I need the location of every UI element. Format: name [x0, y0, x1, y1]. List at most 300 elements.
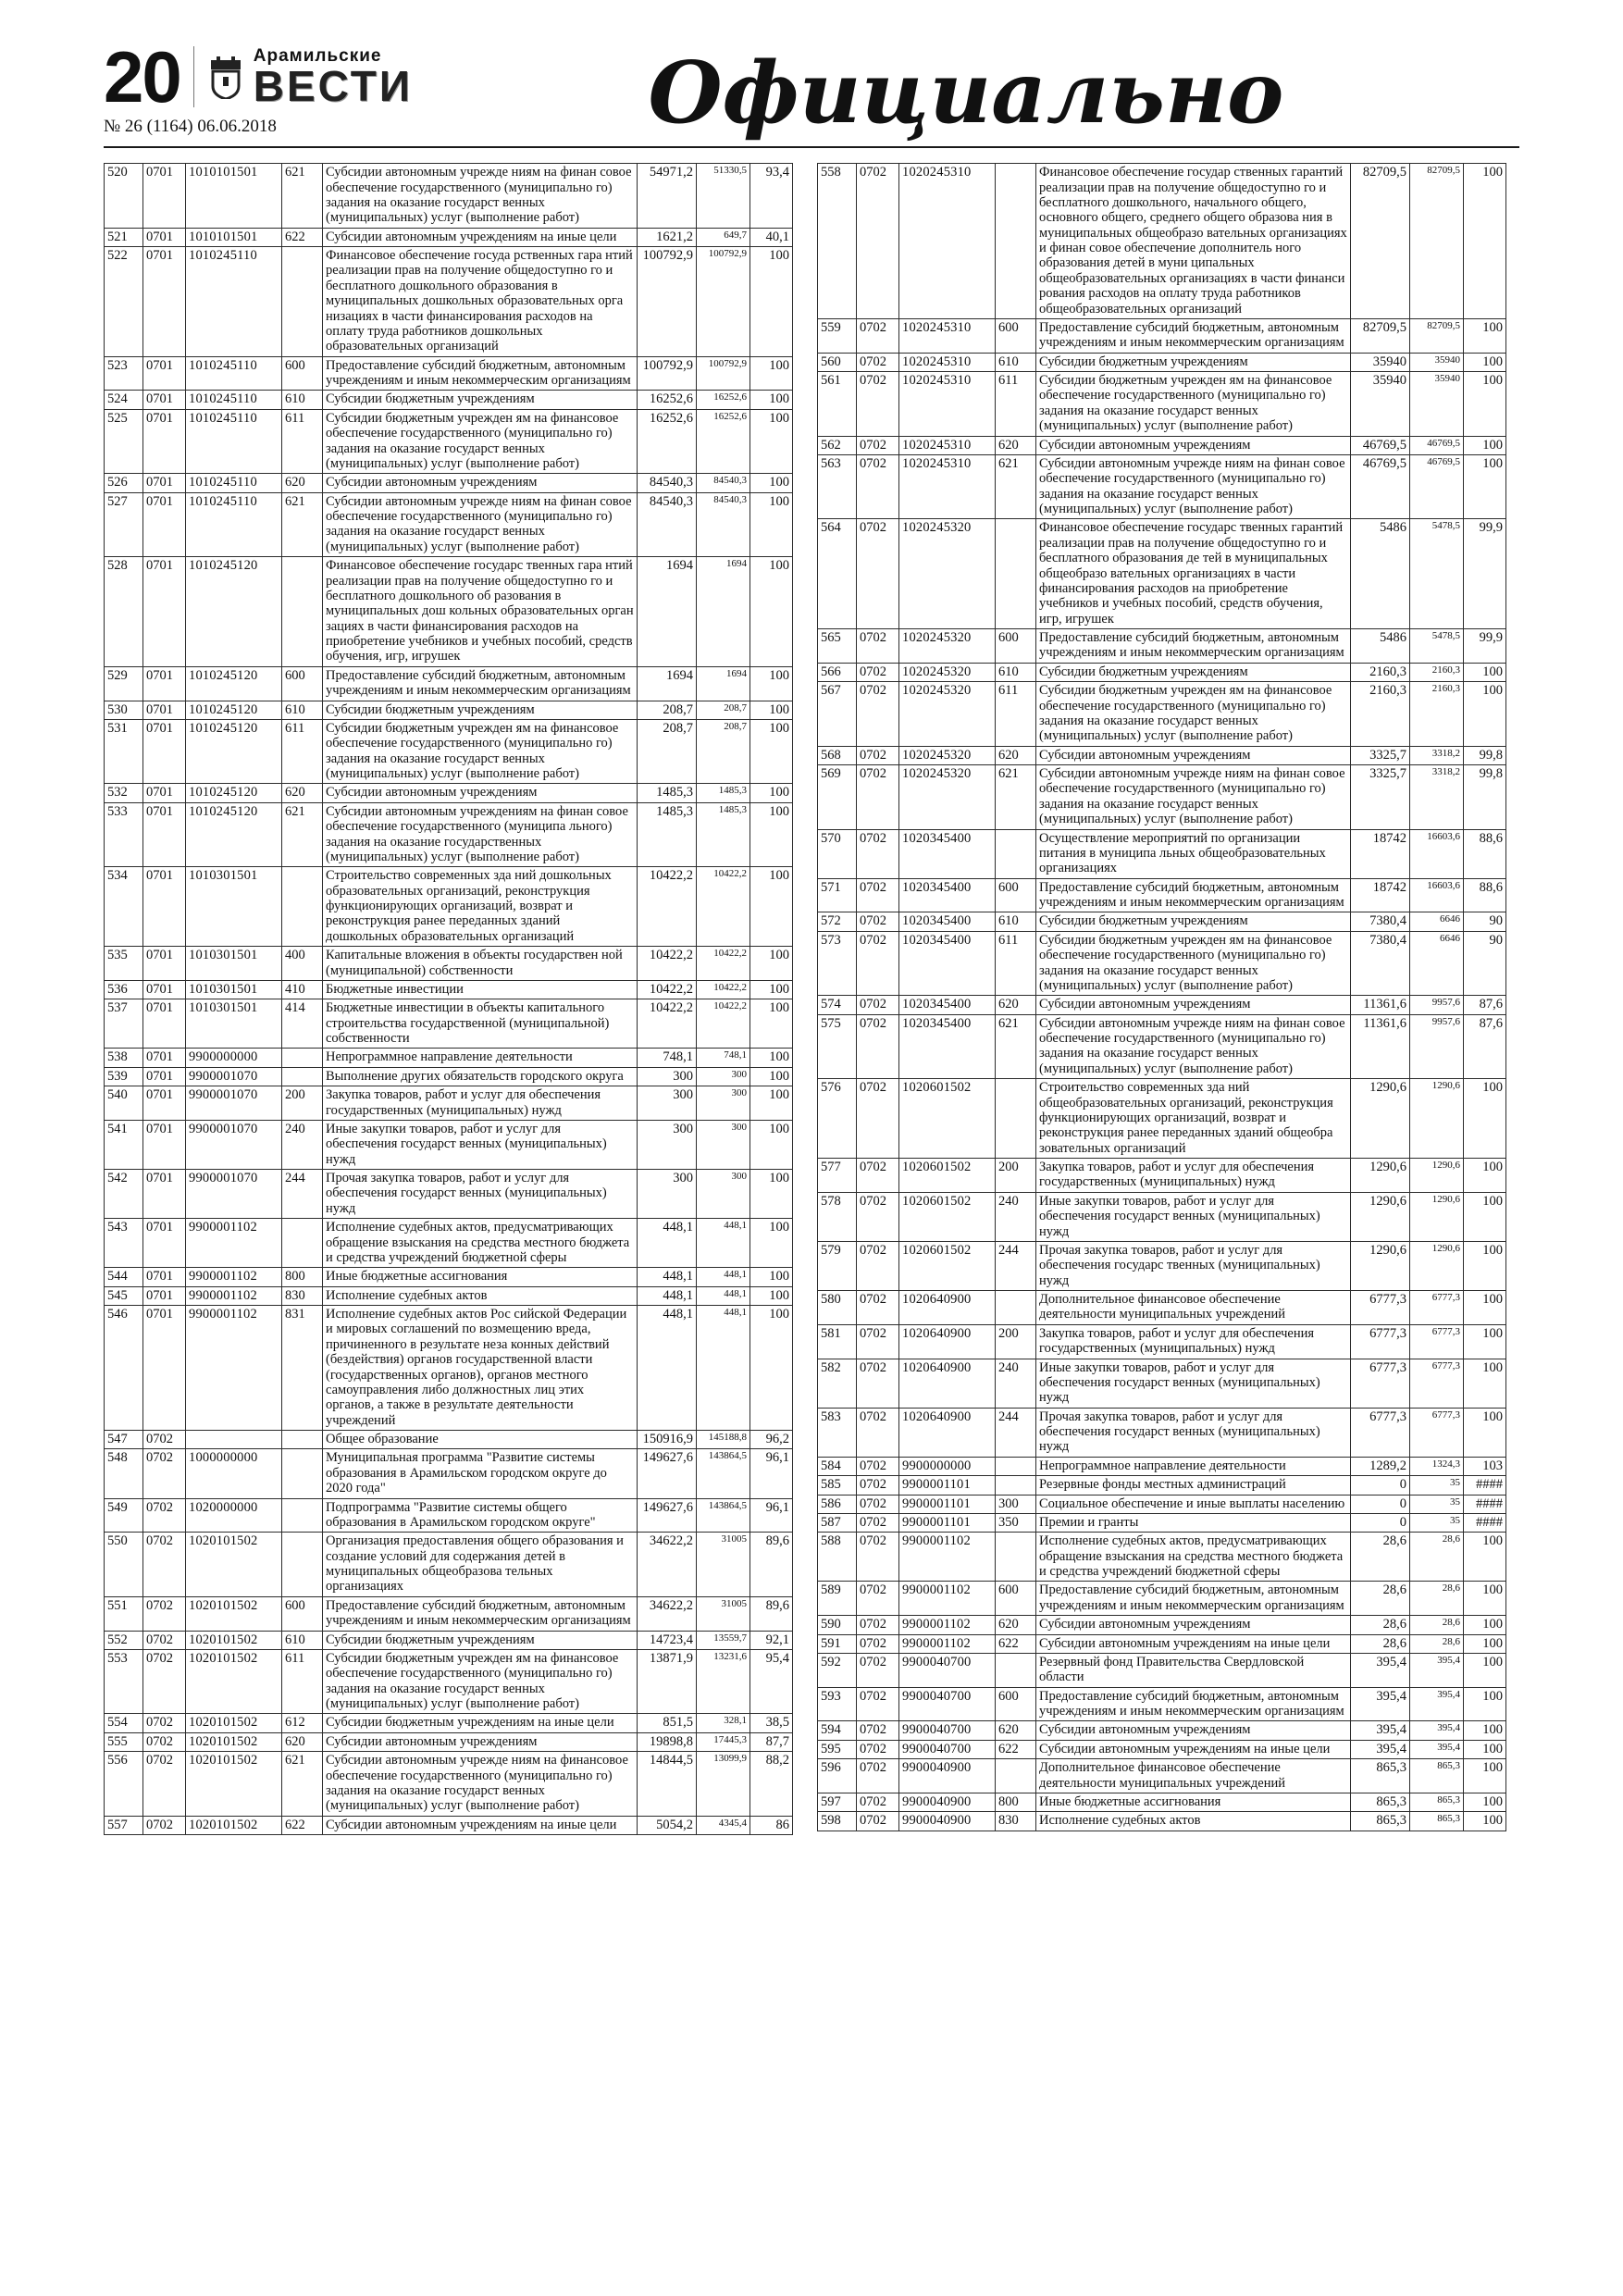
line-description: Финансовое обеспечение государс твенных гара нтий реализации прав на получение общедоступно го и бесплатного дошкольного об разования в муниципальных дош кольных образовательных орган зациях в части финансирования расходов на приобретение учебников и учебных пособий, средств обучения, игр, игрушек — [323, 557, 638, 667]
amount-actual: 5478,5 — [1410, 629, 1464, 664]
amount-planned: 0 — [1351, 1495, 1410, 1513]
amount-actual: 13231,6 — [697, 1649, 750, 1714]
percent-executed: 40,1 — [750, 228, 793, 246]
row-number: 576 — [818, 1079, 857, 1159]
row-number: 582 — [818, 1359, 857, 1408]
table-row — [105, 1268, 793, 1286]
section-code: 0702 — [857, 1241, 899, 1290]
table-row — [105, 1449, 793, 1498]
row-number: 596 — [818, 1759, 857, 1793]
section-code: 0701 — [143, 164, 186, 229]
percent-executed: 100 — [1464, 663, 1506, 681]
amount-actual: 395,4 — [1410, 1721, 1464, 1740]
masthead-crest-icon — [207, 55, 244, 99]
amount-planned: 3325,7 — [1351, 765, 1410, 830]
amount-planned: 1290,6 — [1351, 1192, 1410, 1241]
section-code: 0702 — [857, 1616, 899, 1634]
percent-executed: 100 — [750, 1286, 793, 1305]
table-row — [105, 492, 793, 557]
amount-actual: 6777,3 — [1410, 1291, 1464, 1325]
expense-type-code — [282, 1219, 323, 1268]
expense-type-code: 200 — [282, 1086, 323, 1121]
line-description: Субсидии бюджетным учреждениям — [323, 701, 638, 719]
program-code: 1020345400 — [899, 931, 996, 996]
program-code: 1020640900 — [899, 1291, 996, 1325]
section-code: 0702 — [857, 318, 899, 353]
line-description: Социальное обеспечение и иные выплаты населению — [1036, 1495, 1351, 1513]
section-code: 0702 — [143, 1714, 186, 1732]
amount-actual: 1485,3 — [697, 784, 750, 802]
line-description: Предоставление субсидий бюджетным, автономным учреждениям и иным некоммерческим организациям — [1036, 1582, 1351, 1616]
table-row — [818, 436, 1506, 454]
line-description: Осуществление мероприятий по организации питания в муниципа льных общеобразовательных организациях — [1036, 829, 1351, 878]
table-row — [818, 629, 1506, 664]
amount-planned: 300 — [638, 1170, 697, 1219]
section-code: 0702 — [857, 1793, 899, 1811]
percent-executed: 96,2 — [750, 1431, 793, 1449]
expense-type-code: 610 — [996, 912, 1036, 931]
row-number: 557 — [105, 1816, 143, 1834]
percent-executed: 92,1 — [750, 1631, 793, 1649]
table-row — [105, 1498, 793, 1533]
row-number: 593 — [818, 1687, 857, 1721]
amount-planned: 18742 — [1351, 829, 1410, 878]
budget-tables — [104, 163, 1519, 1835]
amount-actual: 6777,3 — [1410, 1408, 1464, 1457]
program-code: 1020601502 — [899, 1159, 996, 1193]
budget-table-right — [817, 163, 1506, 1831]
row-number: 539 — [105, 1067, 143, 1086]
amount-planned: 448,1 — [638, 1306, 697, 1431]
amount-actual: 4345,4 — [697, 1816, 750, 1834]
amount-actual: 100792,9 — [697, 356, 750, 391]
amount-actual: 865,3 — [1410, 1759, 1464, 1793]
percent-executed: 100 — [750, 474, 793, 492]
amount-planned: 35940 — [1351, 372, 1410, 437]
table-row — [105, 947, 793, 981]
expense-type-code — [996, 519, 1036, 629]
expense-type-code: 410 — [282, 980, 323, 999]
amount-actual: 28,6 — [1410, 1616, 1464, 1634]
program-code: 1010245120 — [186, 784, 282, 802]
table-row — [105, 1170, 793, 1219]
program-code: 9900001102 — [899, 1582, 996, 1616]
row-number: 525 — [105, 409, 143, 474]
row-number: 560 — [818, 353, 857, 371]
row-number: 548 — [105, 1449, 143, 1498]
table-row — [105, 867, 793, 947]
percent-executed: 100 — [1464, 1533, 1506, 1582]
section-code: 0702 — [857, 1324, 899, 1359]
expense-type-code — [282, 1498, 323, 1533]
table-row — [105, 719, 793, 784]
section-code: 0701 — [143, 980, 186, 999]
amount-planned: 6777,3 — [1351, 1359, 1410, 1408]
percent-executed: 100 — [1464, 1616, 1506, 1634]
amount-planned: 16252,6 — [638, 391, 697, 409]
section-code: 0701 — [143, 784, 186, 802]
percent-executed: 100 — [1464, 454, 1506, 519]
amount-planned: 82709,5 — [1351, 164, 1410, 319]
line-description: Субсидии автономным учреждениям на иные цели — [1036, 1740, 1351, 1758]
percent-executed: 100 — [1464, 1408, 1506, 1457]
amount-actual: 2160,3 — [1410, 663, 1464, 681]
row-number: 543 — [105, 1219, 143, 1268]
section-code: 0702 — [857, 353, 899, 371]
section-code: 0701 — [143, 1170, 186, 1219]
program-code: 1020245310 — [899, 372, 996, 437]
percent-executed: 100 — [750, 1049, 793, 1067]
amount-planned: 14723,4 — [638, 1631, 697, 1649]
amount-planned: 5486 — [1351, 519, 1410, 629]
expense-type-code: 611 — [996, 682, 1036, 747]
table-row — [818, 1408, 1506, 1457]
table-row — [105, 474, 793, 492]
amount-planned: 34622,2 — [638, 1596, 697, 1631]
percent-executed: 100 — [1464, 1241, 1506, 1290]
amount-actual: 300 — [697, 1170, 750, 1219]
section-code: 0702 — [143, 1631, 186, 1649]
expense-type-code: 414 — [282, 999, 323, 1049]
expense-type-code: 622 — [996, 1634, 1036, 1653]
line-description: Бюджетные инвестиции в объекты капитального строительства государственной (муниципальной) собственности — [323, 999, 638, 1049]
amount-actual: 395,4 — [1410, 1653, 1464, 1687]
percent-executed: 100 — [750, 409, 793, 474]
expense-type-code: 622 — [996, 1740, 1036, 1758]
amount-planned: 0 — [1351, 1476, 1410, 1495]
table-row — [818, 746, 1506, 764]
amount-planned: 100792,9 — [638, 247, 697, 357]
amount-planned: 100792,9 — [638, 356, 697, 391]
section-code: 0702 — [857, 164, 899, 319]
expense-type-code: 240 — [996, 1359, 1036, 1408]
table-row — [105, 1816, 793, 1834]
amount-actual: 865,3 — [1410, 1793, 1464, 1811]
program-code: 9900001070 — [186, 1170, 282, 1219]
table-row — [818, 1014, 1506, 1079]
percent-executed: #### — [1464, 1513, 1506, 1532]
percent-executed: 100 — [1464, 1159, 1506, 1193]
amount-planned: 46769,5 — [1351, 436, 1410, 454]
program-code: 1020101502 — [186, 1631, 282, 1649]
table-row — [105, 1732, 793, 1751]
amount-actual: 6777,3 — [1410, 1324, 1464, 1359]
section-code: 0701 — [143, 1268, 186, 1286]
percent-executed: 100 — [1464, 1582, 1506, 1616]
line-description: Предоставление субсидий бюджетным, автономным учреждениям и иным некоммерческим организациям — [1036, 318, 1351, 353]
amount-actual: 1290,6 — [1410, 1159, 1464, 1193]
line-description: Финансовое обеспечение государс твенных гарантий реализации прав на получение общедоступно го и бесплатного образования де тей в муниципальных общеобразо вательных организациях в части финансирования расходов на приобретение учебников и учебных пособий, средств обучения, игр, игрушек — [1036, 519, 1351, 629]
table-row — [818, 1513, 1506, 1532]
row-number: 547 — [105, 1431, 143, 1449]
table-row — [818, 1457, 1506, 1475]
expense-type-code: 620 — [282, 474, 323, 492]
amount-planned: 3325,7 — [1351, 746, 1410, 764]
section-title: Официально — [648, 43, 1284, 143]
percent-executed: 100 — [1464, 1653, 1506, 1687]
percent-executed: 103 — [1464, 1457, 1506, 1475]
line-description: Иные бюджетные ассигнования — [1036, 1793, 1351, 1811]
line-description: Субсидии автономным учрежде ниям на финан совое обеспечение государственного (муниципально го) задания на оказание государст венных (муниципальных) услуг (выполнение работ) — [323, 164, 638, 229]
row-number: 534 — [105, 867, 143, 947]
section-code: 0702 — [857, 372, 899, 437]
table-row — [818, 1476, 1506, 1495]
percent-executed: 87,7 — [750, 1732, 793, 1751]
program-code: 9900001101 — [899, 1476, 996, 1495]
program-code: 1020101502 — [186, 1649, 282, 1714]
row-number: 579 — [818, 1241, 857, 1290]
table-row — [105, 228, 793, 246]
section-code: 0702 — [857, 1476, 899, 1495]
row-number: 537 — [105, 999, 143, 1049]
line-description: Иные закупки товаров, работ и услуг для обеспечения государст венных (муниципальных) нужд — [323, 1120, 638, 1169]
program-code: 9900040900 — [899, 1793, 996, 1811]
amount-actual: 1694 — [697, 666, 750, 701]
amount-actual: 1324,3 — [1410, 1457, 1464, 1475]
amount-planned: 395,4 — [1351, 1721, 1410, 1740]
program-code: 9900001102 — [899, 1634, 996, 1653]
expense-type-code: 611 — [282, 1649, 323, 1714]
program-code: 1010245120 — [186, 719, 282, 784]
percent-executed: 100 — [750, 557, 793, 667]
program-code: 9900001102 — [899, 1533, 996, 1582]
amount-planned: 84540,3 — [638, 474, 697, 492]
program-code: 1010301501 — [186, 947, 282, 981]
amount-planned: 865,3 — [1351, 1759, 1410, 1793]
line-description: Исполнение судебных актов — [1036, 1812, 1351, 1831]
line-description: Исполнение судебных актов Рос сийской Федерации и мировых соглашений по возмещению вреда, причиненного в результате неза конных действий (бездействия) органов государственной власти (государственных органов), органов местного самоуправления либо должностных лиц этих органов, а также в результате деятельности учреждений — [323, 1306, 638, 1431]
program-code: 9900040700 — [899, 1740, 996, 1758]
table-row — [105, 409, 793, 474]
program-code: 1020245320 — [899, 746, 996, 764]
expense-type-code: 200 — [996, 1324, 1036, 1359]
program-code: 9900001102 — [186, 1306, 282, 1431]
row-number: 588 — [818, 1533, 857, 1582]
percent-executed: 99,9 — [1464, 629, 1506, 664]
amount-actual: 300 — [697, 1120, 750, 1169]
expense-type-code: 611 — [996, 931, 1036, 996]
expense-type-code: 620 — [996, 746, 1036, 764]
row-number: 581 — [818, 1324, 857, 1359]
percent-executed: 100 — [750, 1120, 793, 1169]
table-row — [818, 1812, 1506, 1831]
percent-executed: 100 — [1464, 1687, 1506, 1721]
percent-executed: 100 — [750, 666, 793, 701]
line-description: Резервные фонды местных администраций — [1036, 1476, 1351, 1495]
table-row — [818, 1495, 1506, 1513]
program-code: 9900040900 — [899, 1812, 996, 1831]
line-description: Субсидии автономным учрежде ниям на финан совое обеспечение государственного (муниципально го) задания на оказание государст венных (муниципальных) услуг (выполнение работ) — [1036, 454, 1351, 519]
program-code: 1020245320 — [899, 765, 996, 830]
amount-planned: 6777,3 — [1351, 1291, 1410, 1325]
section-code: 0701 — [143, 409, 186, 474]
brand-block — [104, 36, 413, 137]
percent-executed: #### — [1464, 1476, 1506, 1495]
line-description: Субсидии бюджетным учреждениям на иные цели — [323, 1714, 638, 1732]
program-code: 1020245310 — [899, 318, 996, 353]
section-code: 0702 — [857, 1533, 899, 1582]
row-number: 550 — [105, 1533, 143, 1597]
program-code: 1020601502 — [899, 1192, 996, 1241]
expense-type-code: 612 — [282, 1714, 323, 1732]
percent-executed: 100 — [1464, 1634, 1506, 1653]
expense-type-code: 830 — [996, 1812, 1036, 1831]
row-number: 545 — [105, 1286, 143, 1305]
table-row — [105, 980, 793, 999]
expense-type-code: 622 — [282, 1816, 323, 1834]
expense-type-code: 830 — [282, 1286, 323, 1305]
amount-planned: 34622,2 — [638, 1533, 697, 1597]
percent-executed: 100 — [1464, 1192, 1506, 1241]
table-row — [105, 1219, 793, 1268]
program-code: 1010245120 — [186, 666, 282, 701]
expense-type-code: 610 — [996, 663, 1036, 681]
line-description: Иные бюджетные ассигнования — [323, 1268, 638, 1286]
row-number: 540 — [105, 1086, 143, 1121]
program-code: 9900001101 — [899, 1495, 996, 1513]
row-number: 598 — [818, 1812, 857, 1831]
section-code: 0701 — [143, 247, 186, 357]
section-code: 0702 — [857, 629, 899, 664]
amount-planned: 448,1 — [638, 1268, 697, 1286]
amount-actual: 16603,6 — [1410, 829, 1464, 878]
expense-type-code — [996, 1476, 1036, 1495]
program-code: 1020101502 — [186, 1732, 282, 1751]
budget-table-left — [104, 163, 793, 1835]
amount-planned: 10422,2 — [638, 947, 697, 981]
section-code: 0701 — [143, 1049, 186, 1067]
row-number: 532 — [105, 784, 143, 802]
line-description: Капитальные вложения в объекты государствен ной (муниципальной) собственности — [323, 947, 638, 981]
amount-actual: 82709,5 — [1410, 318, 1464, 353]
amount-actual: 35940 — [1410, 353, 1464, 371]
amount-planned: 300 — [638, 1086, 697, 1121]
section-code: 0702 — [143, 1533, 186, 1597]
section-code: 0702 — [857, 1759, 899, 1793]
expense-type-code: 611 — [996, 372, 1036, 437]
row-number: 568 — [818, 746, 857, 764]
amount-planned: 7380,4 — [1351, 931, 1410, 996]
line-description: Предоставление субсидий бюджетным, автономным учреждениям и иным некоммерческим организациям — [323, 666, 638, 701]
amount-planned: 300 — [638, 1067, 697, 1086]
expense-type-code: 244 — [996, 1408, 1036, 1457]
line-description: Муниципальная программа "Развитие системы образования в Арамильском городском округе до 2020 года" — [323, 1449, 638, 1498]
percent-executed: 100 — [1464, 1079, 1506, 1159]
row-number: 559 — [818, 318, 857, 353]
expense-type-code — [996, 1457, 1036, 1475]
amount-planned: 7380,4 — [1351, 912, 1410, 931]
row-number: 566 — [818, 663, 857, 681]
table-row — [105, 802, 793, 867]
program-code: 1010245120 — [186, 557, 282, 667]
row-number: 572 — [818, 912, 857, 931]
amount-planned: 149627,6 — [638, 1498, 697, 1533]
expense-type-code: 200 — [996, 1159, 1036, 1193]
amount-planned: 0 — [1351, 1513, 1410, 1532]
percent-executed: 99,9 — [1464, 519, 1506, 629]
table-row — [818, 353, 1506, 371]
percent-executed: 87,6 — [1464, 1014, 1506, 1079]
table-row — [818, 372, 1506, 437]
expense-type-code: 620 — [996, 436, 1036, 454]
percent-executed: 89,6 — [750, 1596, 793, 1631]
row-number: 521 — [105, 228, 143, 246]
section-code: 0702 — [857, 931, 899, 996]
expense-type-code — [282, 1067, 323, 1086]
amount-actual: 10422,2 — [697, 947, 750, 981]
section-code: 0701 — [143, 666, 186, 701]
section-code: 0701 — [143, 228, 186, 246]
row-number: 554 — [105, 1714, 143, 1732]
section-code: 0702 — [857, 1359, 899, 1408]
amount-planned: 10422,2 — [638, 867, 697, 947]
percent-executed: 96,1 — [750, 1449, 793, 1498]
amount-actual: 448,1 — [697, 1286, 750, 1305]
row-number: 564 — [818, 519, 857, 629]
section-code: 0702 — [143, 1752, 186, 1817]
amount-actual: 328,1 — [697, 1714, 750, 1732]
amount-actual: 3318,2 — [1410, 765, 1464, 830]
expense-type-code: 621 — [282, 802, 323, 867]
amount-actual: 28,6 — [1410, 1634, 1464, 1653]
row-number: 522 — [105, 247, 143, 357]
program-code: 9900001102 — [186, 1219, 282, 1268]
expense-type-code — [996, 1653, 1036, 1687]
percent-executed: 88,6 — [1464, 878, 1506, 912]
expense-type-code: 300 — [996, 1495, 1036, 1513]
amount-planned: 5486 — [1351, 629, 1410, 664]
amount-planned: 1485,3 — [638, 802, 697, 867]
section-code: 0701 — [143, 867, 186, 947]
program-code — [186, 1431, 282, 1449]
page-header — [104, 36, 1519, 148]
table-row — [105, 1752, 793, 1817]
table-row — [105, 1431, 793, 1449]
line-description: Субсидии автономным учреждениям — [1036, 746, 1351, 764]
table-row — [818, 1582, 1506, 1616]
table-row — [818, 1324, 1506, 1359]
percent-executed: #### — [1464, 1495, 1506, 1513]
amount-planned: 1290,6 — [1351, 1241, 1410, 1290]
amount-planned: 748,1 — [638, 1049, 697, 1067]
percent-executed: 100 — [750, 1086, 793, 1121]
percent-executed: 99,8 — [1464, 765, 1506, 830]
program-code: 9900001102 — [186, 1286, 282, 1305]
expense-type-code: 600 — [996, 318, 1036, 353]
row-number: 556 — [105, 1752, 143, 1817]
amount-planned: 11361,6 — [1351, 1014, 1410, 1079]
masthead-title: ВЕСТИ — [253, 62, 413, 111]
row-number: 595 — [818, 1740, 857, 1758]
program-code: 1010245110 — [186, 492, 282, 557]
row-number: 544 — [105, 1268, 143, 1286]
row-number: 527 — [105, 492, 143, 557]
percent-executed: 100 — [750, 1268, 793, 1286]
row-number: 573 — [818, 931, 857, 996]
amount-planned: 851,5 — [638, 1714, 697, 1732]
table-row — [105, 164, 793, 229]
table-row — [105, 784, 793, 802]
percent-executed: 100 — [750, 492, 793, 557]
table-row — [818, 1192, 1506, 1241]
percent-executed: 100 — [750, 1219, 793, 1268]
expense-type-code: 600 — [282, 1596, 323, 1631]
percent-executed: 87,6 — [1464, 996, 1506, 1014]
line-description: Премии и гранты — [1036, 1513, 1351, 1532]
table-row — [818, 1721, 1506, 1740]
section-code: 0702 — [857, 1192, 899, 1241]
line-description: Иные закупки товаров, работ и услуг для обеспечения государст венных (муниципальных) нужд — [1036, 1359, 1351, 1408]
